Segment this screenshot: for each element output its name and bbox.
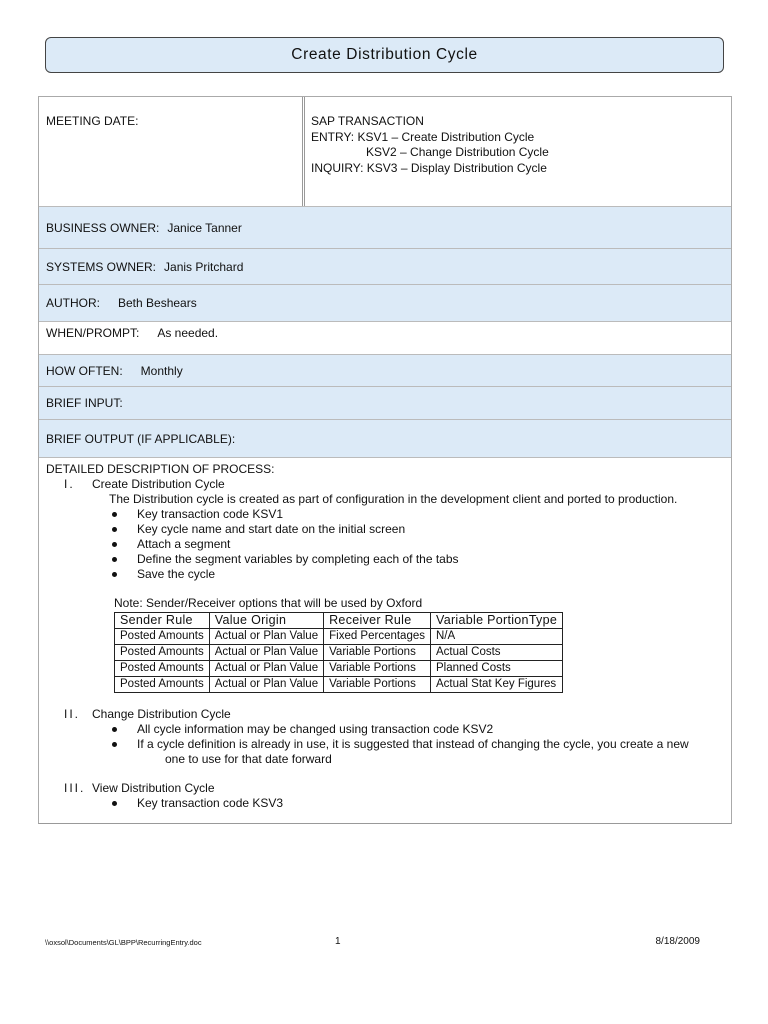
table-cell: Actual or Plan Value xyxy=(209,677,323,693)
business-owner-row xyxy=(39,207,731,249)
table-row xyxy=(115,661,563,677)
table-cell: Variable Portions xyxy=(324,677,431,693)
business-owner-label: BUSINESS OWNER: xyxy=(46,220,160,235)
business-owner-value: Janice Tanner xyxy=(167,220,242,235)
process-form xyxy=(38,96,732,824)
table-row xyxy=(115,645,563,661)
how-often-row xyxy=(39,355,731,387)
section-title: View Distribution Cycle xyxy=(92,781,215,795)
sap-inquiry: INQUIRY: KSV3 – Display Distribution Cycle xyxy=(311,160,547,175)
list-item: Key transaction code KSV1 xyxy=(109,507,724,522)
sap-title: SAP TRANSACTION xyxy=(311,114,424,128)
table-cell: N/A xyxy=(431,629,563,645)
table-header-row xyxy=(115,613,563,629)
table-cell: Posted Amounts xyxy=(115,661,210,677)
change-steps-list xyxy=(46,722,724,767)
list-item: Key cycle name and start date on the initial screen xyxy=(109,522,724,537)
list-item: Key transaction code KSV3 xyxy=(109,796,724,811)
section-paragraph: The Distribution cycle is created as part of configuration in the development client and ported to production. xyxy=(109,492,678,506)
section-view xyxy=(46,781,724,796)
list-item xyxy=(109,737,724,767)
brief-output-row xyxy=(39,420,731,458)
detail-heading: DETAILED DESCRIPTION OF PROCESS: xyxy=(46,462,275,476)
when-row xyxy=(39,322,731,355)
table-cell: Fixed Percentages xyxy=(324,629,431,645)
author-row xyxy=(39,285,731,322)
table-cell: Posted Amounts xyxy=(115,677,210,693)
column-header: Value Origin xyxy=(209,613,323,629)
section-number: II. xyxy=(64,707,81,721)
list-item: All cycle information may be changed using transaction code KSV2 xyxy=(109,722,724,737)
column-header: Receiver Rule xyxy=(324,613,431,629)
table-cell: Actual Stat Key Figures xyxy=(431,677,563,693)
how-often-label: HOW OFTEN: xyxy=(46,363,123,378)
table-row xyxy=(115,677,563,693)
how-often-value: Monthly xyxy=(140,363,183,378)
column-header: Sender Rule xyxy=(115,613,210,629)
brief-output-label: BRIEF OUTPUT (IF APPLICABLE): xyxy=(46,431,236,446)
systems-owner-value: Janis Pritchard xyxy=(164,259,244,274)
section-create xyxy=(46,477,724,492)
author-value: Beth Beshears xyxy=(118,296,197,310)
table-cell: Actual or Plan Value xyxy=(209,629,323,645)
table-cell: Variable Portions xyxy=(324,645,431,661)
options-table xyxy=(114,612,563,693)
list-item: Attach a segment xyxy=(109,537,724,552)
note-text: Note: Sender/Receiver options that will be used by Oxford xyxy=(114,596,423,610)
systems-owner-label: SYSTEMS OWNER: xyxy=(46,259,157,274)
table-row xyxy=(115,629,563,645)
sap-transaction xyxy=(305,97,731,206)
section-number: I. xyxy=(64,477,75,491)
systems-owner-row xyxy=(39,249,731,285)
section-title: Create Distribution Cycle xyxy=(92,477,225,491)
page-title: Create Distribution Cycle xyxy=(45,37,724,73)
view-steps-list xyxy=(46,796,724,811)
table-cell: Actual Costs xyxy=(431,645,563,661)
header-row xyxy=(39,97,731,207)
column-header: Variable PortionType xyxy=(431,613,563,629)
when-value: As needed. xyxy=(157,326,219,340)
sap-entry: ENTRY: KSV1 – Create Distribution Cycle xyxy=(311,129,535,144)
author-label: AUTHOR: xyxy=(46,296,100,310)
section-title: Change Distribution Cycle xyxy=(92,707,231,721)
create-steps-list xyxy=(46,507,724,582)
brief-input-label: BRIEF INPUT: xyxy=(46,396,123,410)
table-cell: Posted Amounts xyxy=(115,645,210,661)
footer-date: 8/18/2009 xyxy=(655,936,700,947)
page-number: 1 xyxy=(335,936,341,947)
table-cell: Posted Amounts xyxy=(115,629,210,645)
table-cell: Actual or Plan Value xyxy=(209,661,323,677)
meeting-date: MEETING DATE: xyxy=(39,97,305,206)
section-change xyxy=(46,707,724,722)
list-item: Save the cycle xyxy=(109,567,724,582)
file-path: \\oxsol\Documents\GL\BPP\RecurringEntry.doc xyxy=(45,938,202,947)
list-item: Define the segment variables by completing each of the tabs xyxy=(109,552,724,567)
detailed-description xyxy=(39,458,731,823)
when-label: WHEN/PROMPT: xyxy=(46,326,140,340)
table-cell: Actual or Plan Value xyxy=(209,645,323,661)
brief-input-row xyxy=(39,387,731,420)
list-item-continuation: one to use for that date forward xyxy=(165,752,332,766)
sap-entry-ksv2: KSV2 – Change Distribution Cycle xyxy=(366,145,549,159)
section-number: III. xyxy=(64,781,86,795)
table-cell: Variable Portions xyxy=(324,661,431,677)
list-item-text: If a cycle definition is already in use, it is suggested that instead of changing the cycle, you create a new xyxy=(137,737,689,751)
table-cell: Planned Costs xyxy=(431,661,563,677)
